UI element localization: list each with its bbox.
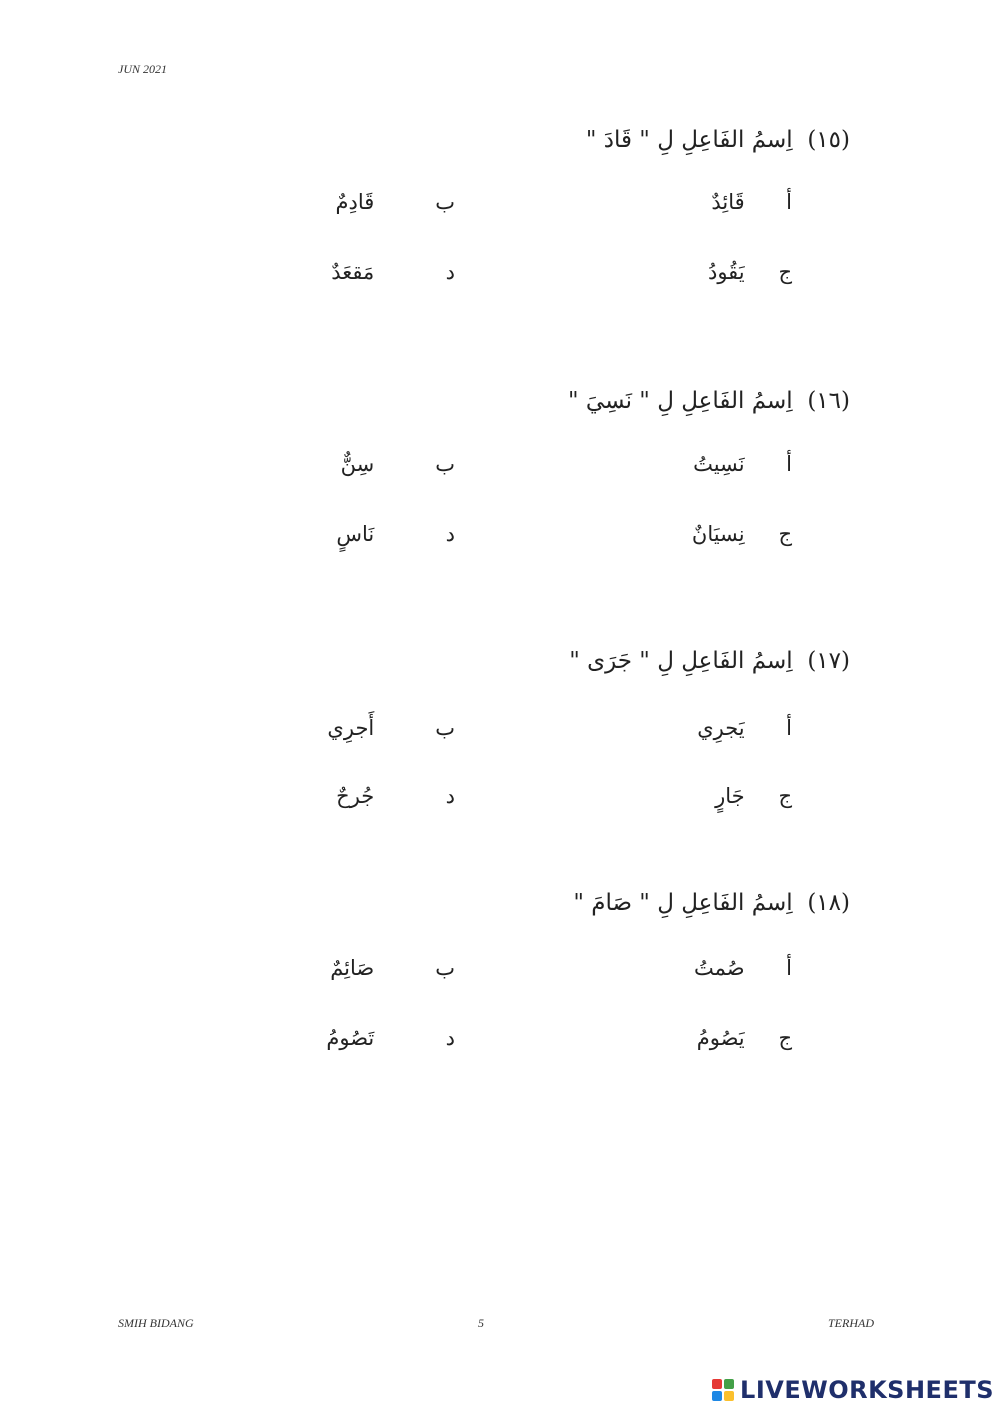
- option-text: قَادِمٌ: [335, 190, 375, 214]
- option-text: نِسيَانٌ: [691, 522, 745, 546]
- option-text: تَصُومُ: [326, 1026, 375, 1050]
- option-b[interactable]: [335, 190, 455, 214]
- logo-text: LIVEWORKSHEETS: [740, 1376, 994, 1404]
- option-letter: ج: [778, 1026, 792, 1050]
- option-a[interactable]: [694, 956, 792, 980]
- option-letter: أ: [786, 452, 792, 476]
- option-a[interactable]: [697, 716, 792, 740]
- option-text: صُمتُ: [694, 956, 745, 980]
- option-d[interactable]: [336, 784, 455, 808]
- option-letter: أ: [786, 956, 792, 980]
- option-letter: ج: [778, 522, 792, 546]
- option-text: صَائِمٌ: [330, 956, 375, 980]
- logo-square-red: [712, 1379, 722, 1389]
- footer-page-number: 5: [478, 1316, 484, 1330]
- logo-square-green: [724, 1379, 734, 1389]
- option-b[interactable]: [341, 452, 455, 476]
- question-number: (١٧): [807, 648, 850, 674]
- option-text: سِنٌّ: [340, 452, 375, 476]
- question-number: (١٨): [807, 890, 850, 916]
- option-text: نَسِيتُ: [693, 452, 745, 476]
- option-c[interactable]: [715, 784, 792, 808]
- option-letter: د: [445, 522, 455, 546]
- question-18: [573, 890, 850, 916]
- option-text: يَصُومُ: [696, 1026, 745, 1050]
- option-text: أَجرِي: [327, 716, 375, 740]
- option-a[interactable]: [693, 452, 792, 476]
- option-text: جَارٍ: [715, 784, 745, 808]
- option-d[interactable]: [336, 522, 455, 546]
- option-d[interactable]: [331, 260, 455, 284]
- option-text: قَائِدٌ: [711, 190, 745, 214]
- option-text: يَقُودُ: [707, 260, 745, 284]
- option-letter: ب: [435, 452, 455, 476]
- option-letter: د: [445, 260, 455, 284]
- option-letter: د: [445, 784, 455, 808]
- option-letter: ب: [435, 716, 455, 740]
- option-c[interactable]: [697, 1026, 792, 1050]
- option-letter: ج: [778, 784, 792, 808]
- question-number: (١٦): [807, 388, 850, 414]
- question-prompt: اِسمُ الفَاعِلِ لِ " جَرَى ": [569, 648, 793, 674]
- liveworksheets-logo[interactable]: [712, 1375, 994, 1405]
- option-letter: ج: [778, 260, 792, 284]
- option-c[interactable]: [708, 260, 792, 284]
- logo-square-blue: [712, 1391, 722, 1401]
- question-15: [586, 127, 850, 153]
- option-text: مَقعَدٌ: [331, 260, 375, 284]
- question-prompt: اِسمُ الفَاعِلِ لِ " صَامَ ": [573, 890, 793, 916]
- footer-left: SMIH BIDANG: [118, 1316, 194, 1330]
- question-prompt: اِسمُ الفَاعِلِ لِ " نَسِيَ ": [568, 388, 793, 414]
- option-text: نَاسٍ: [336, 522, 375, 546]
- footer-right: TERHAD: [828, 1316, 874, 1330]
- question-17: [569, 648, 850, 674]
- option-b[interactable]: [330, 956, 455, 980]
- logo-square-yellow: [724, 1391, 734, 1401]
- question-number: (١٥): [807, 127, 850, 153]
- option-c[interactable]: [692, 522, 792, 546]
- header-date: JUN 2021: [118, 62, 167, 76]
- option-letter: د: [445, 1026, 455, 1050]
- option-letter: ب: [435, 956, 455, 980]
- option-letter: أ: [786, 190, 792, 214]
- option-letter: أ: [786, 716, 792, 740]
- option-text: جُرحٌ: [336, 784, 375, 808]
- logo-icon: [712, 1379, 734, 1401]
- option-a[interactable]: [711, 190, 792, 214]
- option-text: يَجرِي: [697, 716, 745, 740]
- option-d[interactable]: [326, 1026, 455, 1050]
- option-b[interactable]: [327, 716, 455, 740]
- question-16: [568, 388, 850, 414]
- question-prompt: اِسمُ الفَاعِلِ لِ " قَادَ ": [585, 127, 793, 153]
- option-letter: ب: [435, 190, 455, 214]
